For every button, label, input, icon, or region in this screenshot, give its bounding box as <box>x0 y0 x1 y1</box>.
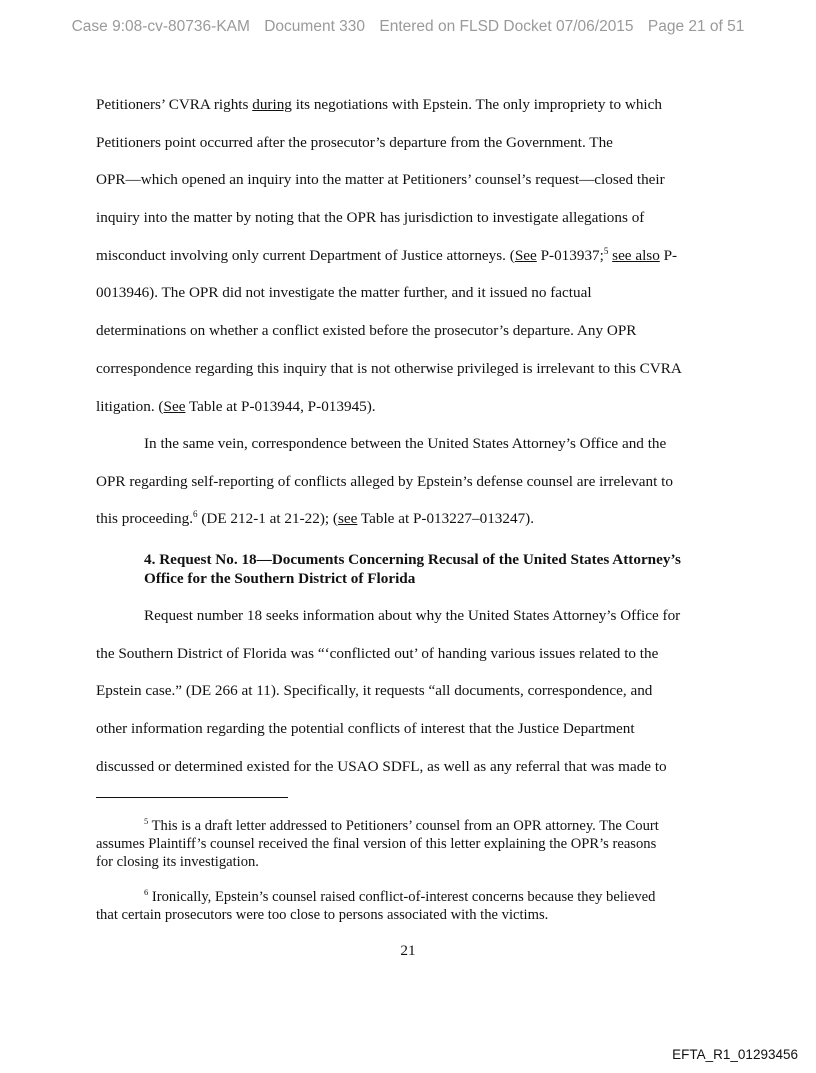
text-line: In the same vein, correspondence between the United States Attorney’s Office and the <box>144 435 667 452</box>
footnote-number: 5 <box>144 816 149 827</box>
text-line: Epstein case.” (DE 266 at 11). Specifically, it requests “all documents, correspondence, and <box>96 682 653 700</box>
footnote-line: $^6$ Ironically, Epstein’s counsel raised conflict-of-interest concerns because they believed <box>144 887 656 905</box>
text-line: other information regarding the potential conflicts of interest that the Justice Department <box>96 720 635 738</box>
text-line: OPR regarding self-reporting of conflicts alleged by Epstein’s defense counsel are irrelevant to <box>96 472 673 490</box>
footnote-divider <box>96 797 288 798</box>
paragraph-opr-inquiry <box>96 86 716 425</box>
heading-line: Office for the Southern District of Florida <box>144 570 416 587</box>
footnote-number: 6 <box>144 887 149 898</box>
text-line: the Southern District of Florida was “‘conflicted out’ of handing various issues related to the <box>96 644 659 662</box>
text-line: Petitioners’ CVRA rights during its negotiations with Epstein. The only impropriety to which <box>96 96 662 113</box>
text-line: misconduct involving only current Department of Justice attorneys. (See P-013937;$^5$ see also P- <box>96 245 678 264</box>
page-number: 21 <box>400 942 416 959</box>
section-heading-request-18 <box>144 550 724 588</box>
footnote-ref-6: 6 <box>193 509 198 520</box>
text-line: inquiry into the matter by noting that the OPR has jurisdiction to investigate allegations of <box>96 209 645 227</box>
footnote-line: for closing its investigation. <box>96 854 259 871</box>
footnote-line: that certain prosecutors were too close to persons associated with the victims. <box>96 907 549 924</box>
footnote-line: $^5$ This is a draft letter addressed to Petitioners’ counsel from an OPR attorney. The Court <box>144 816 659 834</box>
paragraph-request-18 <box>96 597 716 785</box>
text-line: Request number 18 seeks information about why the United States Attorney’s Office for <box>144 607 681 624</box>
footnote-6 <box>96 888 720 924</box>
header-page-count: Page 21 of 51 <box>647 18 745 35</box>
docket-header <box>0 18 816 36</box>
text-line: OPR—which opened an inquiry into the matter at Petitioners’ counsel’s request—closed their <box>96 171 665 189</box>
bates-number: EFTA_R1_01293456 <box>672 1047 798 1062</box>
text-line: Petitioners point occurred after the prosecutor’s departure from the Government. The <box>96 133 613 151</box>
text-line: discussed or determined existed for the USAO SDFL, as well as any referral that was made to <box>96 757 667 775</box>
footnote-ref-5: 5 <box>603 245 609 256</box>
header-entered-date: Entered on FLSD Docket 07/06/2015 <box>379 18 634 35</box>
text-line: this proceeding.$^6$ (DE 212-1 at 21-22); (see Table at P-013227–013247). <box>96 509 535 528</box>
paragraph-self-reporting <box>96 425 716 538</box>
text-line: correspondence regarding this inquiry that is not otherwise privileged is irrelevant to this CVRA <box>96 359 682 377</box>
text-line: litigation. (See Table at P-013944, P-013945). <box>96 397 376 415</box>
text-line: determinations on whether a conflict existed before the prosecutor’s departure. Any OPR <box>96 322 637 340</box>
heading-line: 4. Request No. 18—Documents Concerning Recusal of the United States Attorney’s <box>144 551 681 568</box>
header-document-number: Document 330 <box>264 18 366 35</box>
header-case-number: Case 9:08-cv-80736-KAM <box>71 18 250 35</box>
text-line: 0013946). The OPR did not investigate the matter further, and it issued no factual <box>96 284 592 302</box>
footnote-5 <box>96 817 720 872</box>
footnote-line: assumes Plaintiff’s counsel received the final version of this letter explaining the OPR’s reasons <box>96 836 657 853</box>
